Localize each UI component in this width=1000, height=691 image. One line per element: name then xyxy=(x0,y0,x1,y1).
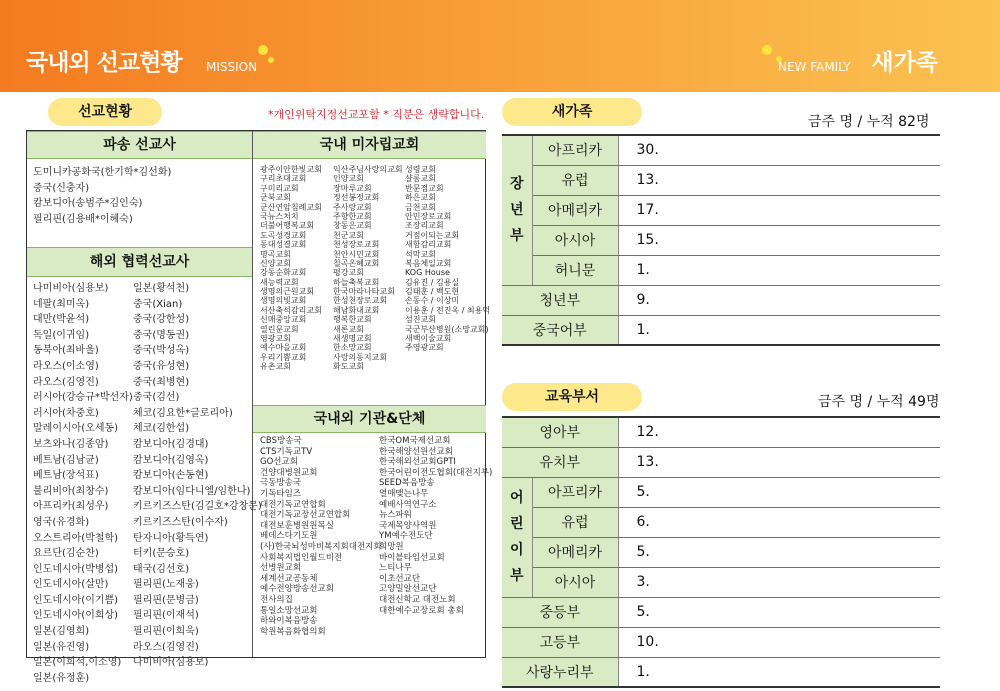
list-item: 러시아(차중호) xyxy=(33,407,99,419)
dispatch-heading: 파송 선교사 xyxy=(27,131,252,159)
row-value: 13. xyxy=(618,447,940,477)
mission-box xyxy=(26,130,493,684)
list-item: 일본(김영희) xyxy=(33,626,90,638)
right-title: 새가족 xyxy=(871,50,938,76)
dispatch-list xyxy=(33,165,171,227)
list-item: 일본(유진영) xyxy=(33,641,90,653)
list-item: 하은교회 xyxy=(405,193,436,203)
list-item: 중국(명동권) xyxy=(133,329,190,341)
list-item: 일본(황석천) xyxy=(133,283,190,294)
list-item: 고양밀알선교단 xyxy=(379,584,437,595)
table-row xyxy=(502,597,940,627)
list-item: 열린문교회 xyxy=(260,324,299,334)
list-item: 김유진 / 김용실 xyxy=(405,277,460,287)
list-item: 라오스(이소영) xyxy=(33,360,99,372)
list-item: 주사랑교회 xyxy=(333,202,372,212)
list-item: 성령교회 xyxy=(405,165,436,174)
list-item: 독일(이귀임) xyxy=(33,329,90,341)
list-item: 한소망교회 xyxy=(333,343,372,353)
list-item: 정선봉정교회 xyxy=(333,193,380,203)
list-item: 구미리교회 xyxy=(260,183,299,193)
list-item: 신매중앙교회 xyxy=(260,315,307,325)
list-item: 신양교회 xyxy=(260,258,291,268)
list-item: 한국해외선교회GPTI xyxy=(379,457,456,468)
list-item: 주향한교회 xyxy=(333,211,372,221)
row-label: 중등부 xyxy=(502,597,618,627)
row-value: 9. xyxy=(618,285,940,315)
list-item: 키르키즈스탄(이수자) xyxy=(133,516,228,528)
row-label: 영아부 xyxy=(502,417,618,447)
list-item: 뉴스파워 xyxy=(379,510,412,521)
list-item: 한국OM국제선교회 xyxy=(379,436,451,446)
list-item: 러시아(강승규*박선자) xyxy=(33,392,133,404)
row-label: 사랑누리부 xyxy=(502,657,618,687)
table-row xyxy=(502,417,940,447)
list-item: 유촌교회 xyxy=(260,362,291,372)
row-label: 아메리카 xyxy=(532,537,618,567)
overseas-col2 xyxy=(133,281,262,671)
list-item: 행복한교회 xyxy=(333,315,372,325)
domestic-heading: 국내 미자립교회 xyxy=(253,131,486,159)
table-row xyxy=(502,195,940,225)
list-item: CBS방송국 xyxy=(260,436,302,446)
list-item: 서산축석감리교회 xyxy=(260,305,322,315)
row-label: 아메리카 xyxy=(532,195,618,225)
table-row xyxy=(502,255,940,285)
list-item: 새능력교회 xyxy=(260,277,299,287)
table-row xyxy=(502,627,940,657)
row-value: 5. xyxy=(618,537,940,567)
mission-status-pill: 선교현황 xyxy=(48,98,162,126)
list-item: 중국(박성옥) xyxy=(133,345,190,357)
domestic-col3 xyxy=(405,165,490,353)
table-row xyxy=(502,477,940,507)
row-value: 1. xyxy=(618,255,940,285)
list-item: 전사의집 xyxy=(260,594,293,605)
list-item: 국군부산병원(소망교회) xyxy=(405,324,489,334)
list-item: 대전신학교 대전노회 xyxy=(379,594,456,605)
list-item: 태국(김선호) xyxy=(133,563,190,575)
list-item: 칠곡온혜교회 xyxy=(333,258,380,268)
list-item: 한성천장로교회 xyxy=(333,296,388,306)
education-table xyxy=(502,416,940,688)
list-item: 일본(이희석,이소영) xyxy=(33,657,122,669)
table-row xyxy=(502,537,940,567)
list-item: 동대성결교회 xyxy=(260,240,307,250)
list-item: 중국(신충자) xyxy=(33,182,90,194)
mission-note: *개인위탁지정선교포함 * 직분은 생략합니다. xyxy=(268,108,485,121)
list-item: 사회복지법인월드비전 xyxy=(260,552,343,563)
list-item: 군북교회 xyxy=(260,193,291,203)
list-item: 베데스다기도원 xyxy=(260,531,318,542)
list-item: 주영광교회 xyxy=(405,343,444,353)
row-value: 5. xyxy=(618,597,940,627)
list-item: 명곡교회 xyxy=(260,249,291,259)
row-value: 6. xyxy=(618,507,940,537)
table-row xyxy=(502,507,940,537)
list-item: 강동순화교회 xyxy=(260,268,307,278)
list-item: 군산연암침례교회 xyxy=(260,202,322,212)
list-item: 생명의빛교회 xyxy=(260,296,307,306)
list-item: 복음체일교회 xyxy=(405,258,452,268)
domestic-col1 xyxy=(260,165,322,372)
group-label xyxy=(502,135,532,285)
list-item: 라오스(김영진) xyxy=(133,641,199,653)
row-value: 5. xyxy=(618,477,940,507)
decor-dot-icon xyxy=(268,57,274,63)
list-item: 인도네시아(이희상) xyxy=(33,610,119,622)
list-item: 인도네시아(박병섭) xyxy=(33,563,119,575)
list-item: 요르단(김순찬) xyxy=(33,548,99,560)
row-label: 중국어부 xyxy=(502,315,618,345)
list-item: 사랑의동지교회 xyxy=(333,352,388,362)
table-row xyxy=(502,225,940,255)
table-row xyxy=(502,567,940,597)
row-label: 허니문 xyxy=(532,255,618,285)
new-family-stat: 금주 명 / 누적 82명 xyxy=(808,114,930,130)
list-item: 한국마라나타교회 xyxy=(333,287,395,297)
list-item: 도미니카공화국(한기학*김선화) xyxy=(33,167,172,178)
list-item: 탄자니아(황득연) xyxy=(133,532,209,544)
list-item: 극동방송국 xyxy=(260,478,302,489)
list-item: 국뉴스처치 xyxy=(260,211,299,221)
list-item: 하늘축복교회 xyxy=(333,277,380,287)
row-label: 유럽 xyxy=(532,507,618,537)
group-label xyxy=(502,477,532,597)
list-item: 천안시민교회 xyxy=(333,249,380,259)
list-item: 희망원 xyxy=(379,541,404,552)
list-item: 중국(김선) xyxy=(133,392,180,404)
list-item: CTS기독교TV xyxy=(260,446,313,457)
table-row xyxy=(502,285,940,315)
list-item: 영광교회 xyxy=(260,334,291,344)
row-value: 1. xyxy=(618,315,940,345)
group-label-text: 어 린 이 부 xyxy=(509,490,524,584)
list-item: 예수마을교회 xyxy=(260,343,307,353)
list-item: 세계선교공동체 xyxy=(260,573,318,584)
list-item: 라오스(김영진) xyxy=(33,376,99,388)
table-row xyxy=(502,135,940,165)
new-family-pill: 새가족 xyxy=(502,98,642,126)
list-item: 천군교회 xyxy=(333,230,364,240)
list-item: 대전기독교연합회 xyxy=(260,499,326,510)
decor-dot-icon xyxy=(258,45,268,55)
list-item: 오스트리아(박철학) xyxy=(33,532,119,544)
row-label: 유럽 xyxy=(532,165,618,195)
list-item: 체코(김요한*글로리아) xyxy=(133,407,233,419)
list-item: 대만(박윤석) xyxy=(33,314,90,326)
list-item: 중국(강한성) xyxy=(133,314,190,326)
list-item: 장마루교회 xyxy=(333,183,372,193)
list-item: 대전기독교장선교연합회 xyxy=(260,510,351,521)
list-item: 통일소망선교회 xyxy=(260,605,318,616)
right-title-sub: NEW FAMILY xyxy=(778,60,851,74)
table-row xyxy=(502,315,940,345)
list-item: 캄보디아(임다니엘/임한나) xyxy=(133,485,251,497)
list-item: 구리초대교회 xyxy=(260,174,307,184)
list-item: GO선교회 xyxy=(260,457,298,468)
row-value: 12. xyxy=(618,417,940,447)
list-item: 필리핀(이희욱) xyxy=(133,626,199,638)
list-item: 이용훈 / 전진옥 / 최용덕 xyxy=(405,305,491,315)
list-item: 국제목양사역원 xyxy=(379,520,437,531)
list-item: 한국해양선원선교회 xyxy=(379,446,453,457)
list-item: 학원복음화협의회 xyxy=(260,626,326,637)
list-item: 새함감리교회 xyxy=(405,240,452,250)
row-value: 15. xyxy=(618,225,940,255)
list-item: 필리핀(노재웅) xyxy=(133,579,199,591)
list-item: 느티나무 xyxy=(379,563,412,574)
row-label: 고등부 xyxy=(502,627,618,657)
list-item: 예수전양방송선교회 xyxy=(260,584,334,595)
list-item: 선병원교회 xyxy=(260,563,302,574)
list-item: 하와이복음방송 xyxy=(260,616,318,627)
new-family-table xyxy=(502,134,940,346)
row-label: 유치부 xyxy=(502,447,618,477)
row-value: 13. xyxy=(618,165,940,195)
list-item: 터키(문승호) xyxy=(133,548,190,560)
list-item: 인도네시아(이기쁨) xyxy=(33,594,119,606)
list-item: 필리핀(김용배*이혜숙) xyxy=(33,213,133,225)
list-item: 대전보훈병원원목실 xyxy=(260,520,334,531)
list-item: 샬롬교회 xyxy=(405,174,436,184)
list-item: 캄보디아(송범주*김인숙) xyxy=(33,198,143,210)
group-label-text: 장 년 부 xyxy=(509,176,524,245)
list-item: 영국(유경화) xyxy=(33,516,90,528)
row-label: 청년부 xyxy=(502,285,618,315)
row-value: 30. xyxy=(618,135,940,165)
list-item: 인양교회 xyxy=(333,174,364,184)
list-item: 대한예수교장로회 총회 xyxy=(379,605,464,616)
education-pill: 교육부서 xyxy=(502,383,642,411)
list-item: 생명의근원교회 xyxy=(260,287,315,297)
list-item: 필리핀(이재석) xyxy=(133,610,199,622)
agencies-col1 xyxy=(260,436,382,637)
decor-dot-icon xyxy=(762,45,772,55)
agencies-heading: 국내외 기관&단체 xyxy=(253,405,486,433)
list-item: 동북아(최바울) xyxy=(33,345,99,357)
list-item: 더불어행복교회 xyxy=(260,221,315,231)
list-item: 손동수 / 이상미 xyxy=(405,296,460,306)
list-item: 김태훈 / 백도현 xyxy=(405,287,460,297)
row-label: 아프리카 xyxy=(532,477,618,507)
domestic-col2 xyxy=(333,165,403,372)
list-item: 석막교회 xyxy=(405,249,436,259)
list-item: 열매맺는나무 xyxy=(379,488,429,499)
list-item: 건양대병원교회 xyxy=(260,467,318,478)
list-item: KOG House xyxy=(405,268,450,278)
list-item: 중국(Xian) xyxy=(133,298,183,310)
row-label: 아프리카 xyxy=(532,135,618,165)
list-item: 금천교회 xyxy=(405,202,436,212)
overseas-col1 xyxy=(33,281,133,686)
list-item: 한국어린이전도협회(대전지부) xyxy=(379,467,493,478)
list-item: 일본(유정훈) xyxy=(33,672,90,684)
list-item: 화도교회 xyxy=(333,362,364,372)
list-item: SEED복음방송 xyxy=(379,478,435,489)
table-row xyxy=(502,447,940,477)
list-item: 인도네시아(살만) xyxy=(33,579,109,591)
list-item: 바이블타임선교회 xyxy=(379,552,445,563)
list-item: 우리기쁨교회 xyxy=(260,352,307,362)
row-label: 아시아 xyxy=(532,225,618,255)
list-item: 거점이되는교회 xyxy=(405,230,460,240)
list-item: 익산주님사랑의교회 xyxy=(333,165,403,174)
list-item: 안민장로교회 xyxy=(405,211,452,221)
list-item: 베트남(장석표) xyxy=(33,470,99,482)
list-item: 키르키즈스탄(김길호*강창문) xyxy=(133,501,262,513)
list-item: 새백이술교회 xyxy=(405,334,452,344)
list-item: 캄보디아(김영옥) xyxy=(133,454,209,466)
list-item: 새생명교회 xyxy=(333,334,372,344)
list-item: 이초선교단 xyxy=(379,573,421,584)
list-item: 기독타임즈 xyxy=(260,488,302,499)
list-item: 말레이시아(오세동) xyxy=(33,423,119,435)
list-item: 캄보디아(김경대) xyxy=(133,438,209,450)
row-value: 17. xyxy=(618,195,940,225)
row-value: 3. xyxy=(618,567,940,597)
list-item: 캄보디아(손동현) xyxy=(133,470,209,482)
list-item: 조장리교회 xyxy=(405,221,444,231)
list-item: 중국(유성현) xyxy=(133,360,190,372)
list-item: 창동은교회 xyxy=(333,221,372,231)
list-item: 새론교회 xyxy=(333,324,364,334)
list-item: YM예수전도단 xyxy=(379,531,433,542)
agencies-col2 xyxy=(379,436,492,616)
list-item: 중국(최병현) xyxy=(133,376,190,388)
list-item: 보츠와나(김종암) xyxy=(33,438,109,450)
list-item: 평강교회 xyxy=(333,268,364,278)
list-item: 광주이안한빛교회 xyxy=(260,165,322,174)
row-value: 10. xyxy=(618,627,940,657)
page-title: 국내외 선교현황 xyxy=(26,50,182,76)
list-item: 반문점교회 xyxy=(405,183,444,193)
row-value: 1. xyxy=(618,657,940,687)
list-item: 천성장로교회 xyxy=(333,240,380,250)
list-item: 도곡성경교회 xyxy=(260,230,307,240)
list-item: 베트남(김남균) xyxy=(33,454,99,466)
education-stat: 금주 명 / 누적 49명 xyxy=(818,394,940,410)
list-item: 나미비아(심용보) xyxy=(33,283,109,294)
list-item: 네팔(최미옥) xyxy=(33,298,90,310)
table-row xyxy=(502,165,940,195)
list-item: 나미비아(심용보) xyxy=(133,657,209,669)
list-item: 섬진교회 xyxy=(405,315,436,325)
list-item: 아프리카(최성우) xyxy=(33,501,109,513)
list-item: 체코(김한섭) xyxy=(133,423,190,435)
overseas-heading: 해외 협력선교사 xyxy=(27,247,252,277)
page-title-sub: MISSION xyxy=(206,60,258,74)
page-header xyxy=(0,0,1000,92)
list-item: 필리핀(문병금) xyxy=(133,594,199,606)
list-item: 예배사역연구소 xyxy=(379,499,437,510)
list-item: 불리비아(최창수) xyxy=(33,485,109,497)
row-label: 아시아 xyxy=(532,567,618,597)
list-item: 해남화내교회 xyxy=(333,305,380,315)
list-item: (사)한국뇌성마비복지회대전지회 xyxy=(260,541,382,552)
table-row xyxy=(502,657,940,687)
